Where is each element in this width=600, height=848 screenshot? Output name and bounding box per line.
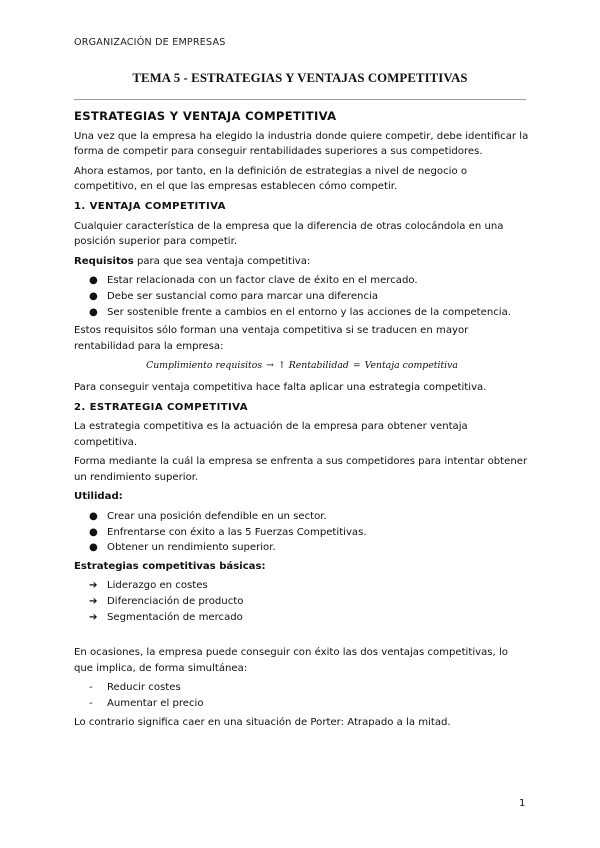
list-item <box>74 696 530 712</box>
running-header: ORGANIZACIÓN DE EMPRESAS <box>74 37 226 48</box>
list-item <box>74 289 530 305</box>
page-title: TEMA 5 - ESTRATEGIAS Y VENTAJAS COMPETITIVAS <box>132 71 468 85</box>
document-body <box>74 109 530 734</box>
spacer <box>74 628 530 645</box>
list-item <box>74 509 530 525</box>
occasion-paragraph: En ocasiones, la empresa puede conseguir con éxito las dos ventajas competitivas, lo que implica, de forma simultánea: <box>74 647 508 674</box>
arrow-icon: ➔ <box>89 611 98 623</box>
bullet-icon: ● <box>89 306 98 318</box>
list-item-text: Obtener un rendimiento superior. <box>107 542 276 554</box>
list-item-text: Reducir costes <box>107 682 181 694</box>
intro-paragraph-2: Ahora estamos, por tanto, en la definición de estrategias a nivel de negocio o competitivo, en el que las empresas establecen cómo competir. <box>74 165 468 193</box>
list-item-text: Ser sostenible frente a cambios en el entorno y las acciones de la competencia. <box>107 306 511 318</box>
arrow-right-icon: → <box>266 360 274 372</box>
formula-left: Cumplimiento requisitos <box>146 360 263 372</box>
utility-list <box>74 509 530 556</box>
list-item <box>74 594 530 610</box>
estrategia-paragraph-2: Forma mediante la cuál la empresa se enfrenta a sus competidores para intentar obtener un rendimiento superior. <box>74 456 528 483</box>
requirements-conclusion: Estos requisitos sólo forman una ventaja competitiva si se traducen en mayor rentabilidad para la empresa: <box>74 325 469 352</box>
heading-ventaja-competitiva: 1. VENTAJA COMPETITIVA <box>74 200 226 212</box>
contrary-paragraph: Lo contrario significa caer en una situación de Porter: Atrapado a la mitad. <box>74 716 451 728</box>
dash-icon: - <box>89 698 93 709</box>
list-item-text: Diferenciación de producto <box>107 596 244 608</box>
list-item-text: Debe ser sustancial como para marcar una diferencia <box>107 290 378 302</box>
requisitos-text: para que sea ventaja competitiva: <box>133 255 311 267</box>
list-item-text: Estar relacionada con un factor clave de éxito en el mercado. <box>107 275 418 287</box>
ventaja-definition: Cualquier característica de la empresa que la diferencia de otras colocándola en una posición superior para competir. <box>74 220 504 248</box>
arrow-icon: ➔ <box>89 580 98 592</box>
list-item <box>74 305 530 321</box>
dash-icon: - <box>89 682 93 694</box>
list-item <box>74 578 530 594</box>
formula-equals: = <box>352 360 361 372</box>
estrategias-basicas-label: Estrategias competitivas básicas: <box>74 560 266 572</box>
requisitos-intro <box>74 254 530 270</box>
list-item <box>74 610 530 626</box>
bullet-icon: ● <box>89 526 98 538</box>
formula-right: Ventaja competitiva <box>364 360 458 372</box>
arrow-up-icon: ↑ <box>277 360 286 372</box>
list-item-text: Segmentación de mercado <box>107 611 243 623</box>
basic-strategies-list <box>74 578 530 625</box>
list-item <box>74 273 530 289</box>
requirements-list <box>74 273 530 320</box>
bullet-icon: ● <box>89 542 98 554</box>
list-item <box>74 680 530 696</box>
list-item-text: Liderazgo en costes <box>107 580 208 592</box>
list-item-text: Enfrentarse con éxito a las 5 Fuerzas Competitivas. <box>107 526 367 538</box>
list-item-text: Aumentar el precio <box>107 698 204 709</box>
heading-estrategia-competitiva: 2. ESTRATEGIA COMPETITIVA <box>74 401 248 413</box>
page-number: 1 <box>519 798 526 809</box>
title-divider <box>74 99 526 100</box>
list-item <box>74 525 530 541</box>
requisitos-label: Requisitos <box>74 255 134 267</box>
bullet-icon: ● <box>89 275 98 287</box>
arrow-icon: ➔ <box>89 596 98 608</box>
bullet-icon: ● <box>89 290 98 302</box>
ventaja-closing: Para conseguir ventaja competitiva hace falta aplicar una estrategia competitiva. <box>74 381 487 393</box>
list-item-text: Crear una posición defendible en un sector. <box>107 511 327 523</box>
estrategia-paragraph-1: La estrategia competitiva es la actuación de la empresa para obtener ventaja competitiva. <box>74 421 468 448</box>
section-heading: ESTRATEGIAS Y VENTAJA COMPETITIVA <box>74 109 337 123</box>
list-item <box>74 540 530 556</box>
intro-paragraph-1: Una vez que la empresa ha elegido la industria donde quiere competir, debe identificar la forma de competir para conseguir rentabilidades superiores a sus competidores. <box>74 130 529 158</box>
simultaneous-list <box>74 680 530 711</box>
formula-middle: Rentabilidad <box>288 360 349 372</box>
rentabilidad-formula <box>74 358 530 374</box>
bullet-icon: ● <box>89 511 98 523</box>
utilidad-label: Utilidad: <box>74 491 123 503</box>
